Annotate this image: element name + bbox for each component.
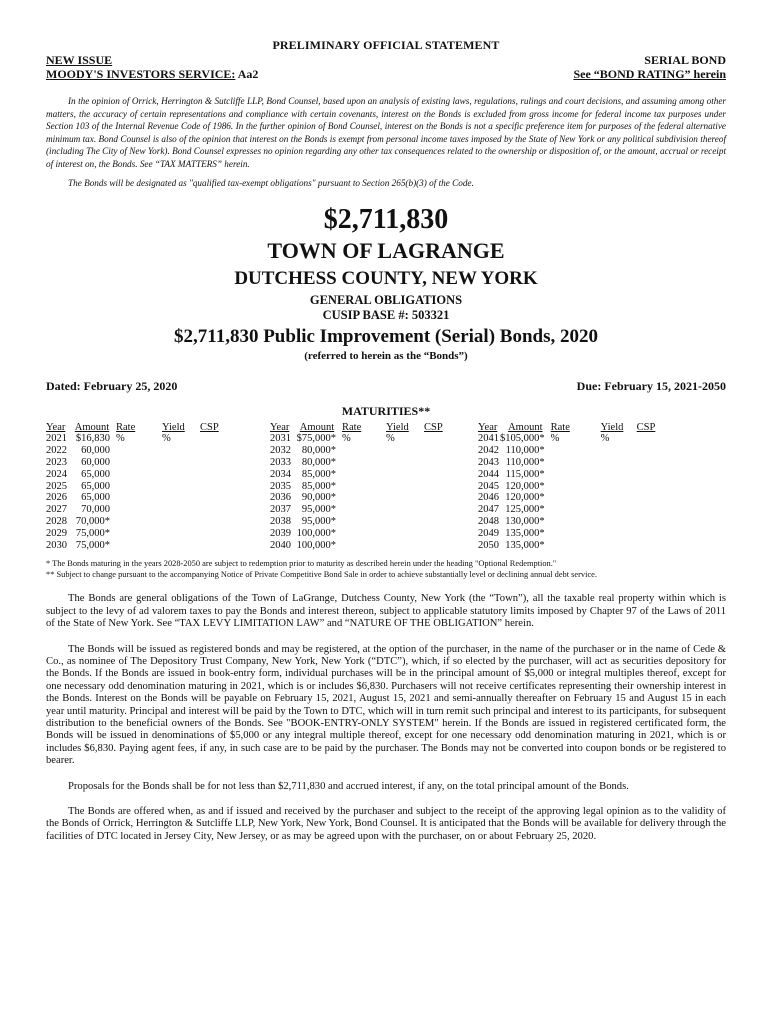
- footnotes: [46, 559, 726, 580]
- maturity-year: 2023: [46, 456, 67, 468]
- maturity-rate: [551, 457, 601, 469]
- header-amount: Amount: [508, 421, 543, 433]
- maturity-amount: 70,000: [81, 504, 110, 516]
- maturity-rate: [342, 492, 386, 504]
- dated-due-row: [46, 379, 726, 394]
- header-csp: CSP: [424, 421, 443, 433]
- table-row: [46, 528, 667, 540]
- maturity-csp: [637, 492, 667, 504]
- maturity-year: 2038: [270, 515, 291, 527]
- maturity-year: 2047: [478, 504, 499, 516]
- maturity-yield: [386, 504, 424, 516]
- maturity-yield: [386, 528, 424, 540]
- issue-amount: $2,711,830: [323, 203, 449, 235]
- maturity-csp: [424, 457, 454, 469]
- maturity-year: 2046: [478, 492, 499, 504]
- maturity-year: 2037: [270, 504, 291, 516]
- maturity-csp: [200, 457, 244, 469]
- bond-series-title: $2,711,830 Public Improvement (Serial) Bonds, 2020: [174, 325, 598, 347]
- maturity-rate: [551, 481, 601, 493]
- maturity-yield: [601, 492, 637, 504]
- maturity-amount: 65,000: [81, 492, 110, 504]
- bond-counsel-opinion: In the opinion of Orrick, Herrington & Sutcliffe LLP, Bond Counsel, based upon an analysis of existing laws, regulations, rulings and court decisions, and assuming among other matters, the accuracy of certain representations and compliance with certain covenants, interest on the Bonds is excluded from gross income for federal income tax purposes under Section 103 of the Internal Revenue Code of 1986. In the further opinion of Bond Counsel, interest on the Bonds is not a specific preference item for purposes of the federal alternative minimum tax. Bond Counsel is also of the opinion that interest on the Bonds is exempt from personal income taxes imposed by the State of New York or any political subdivision thereof (including The City of New York). Bond Counsel expresses no opinion regarding any other tax consequences related to the ownership or disposition of, or the amount, accrual or receipt of interest on, the Bonds. See “TAX MATTERS” herein.: [46, 96, 726, 169]
- maturity-amount: 95,000*: [301, 515, 336, 527]
- maturity-year: 2041: [478, 433, 499, 445]
- maturity-csp: [637, 504, 667, 516]
- maturity-rate: [342, 540, 386, 552]
- paragraph-registration: The Bonds will be issued as registered bonds and may be registered, at the option of the purchaser, in the name of the purchaser or in the name of Cede & Co., as nominee of The Depository Trust Company, New York, New York (“DTC”), which, if so elected by the purchaser, will act as securities depository for the Bonds. If the Bonds are issued in book-entry form, individual purchases will be in the principal amount of $5,000 or integral multiples thereof, except for one necessary odd denomination maturing in 2021, which is or includes $6,830. Purchasers will not receive certificates representing their ownership interest in the Bonds. Interest on the Bonds will be payable on February 15, 2021, August 15, 2021 and semi-annually thereafter on February 15 and August 15 in each year until maturity. Principal and interest will be paid by the Town to DTC, which will in turn remit such principal and interest to its participants, for subsequent distribution to the beneficial owners of the Bonds. See "BOOK-ENTRY-ONLY SYSTEM" herein. If the Bonds are issued in registered certificated form, the Bonds will be issued in denominations of $5,000 or any integral multiple thereof, except for one necessary odd denomination maturing in 2021, which is or includes $6,830. Paying agent fees, if any, in such case are to be paid by the purchaser. The Bonds may not be converted into coupon bonds or be registered to bearer.: [46, 643, 726, 767]
- maturity-yield: [601, 540, 637, 552]
- maturity-year: 2040: [270, 539, 291, 551]
- dated-date: Dated: February 25, 2020: [46, 378, 178, 393]
- maturity-csp: [200, 504, 244, 516]
- issuer-town: TOWN OF LAGRANGE: [267, 237, 505, 263]
- header-csp: CSP: [636, 421, 656, 433]
- maturity-amount: 95,000*: [301, 504, 336, 516]
- table-row: [46, 445, 667, 457]
- maturity-amount: 60,000: [81, 456, 110, 468]
- maturity-yield: [386, 469, 424, 481]
- maturity-year: 2043: [478, 456, 499, 468]
- table-row: [46, 457, 667, 469]
- footnote-redemption: * The Bonds maturing in the years 2028-2050 are subject to redemption prior to maturity as described herein under the heading "Optional Redemption.": [46, 559, 557, 569]
- maturity-yield: [162, 481, 200, 493]
- maturity-yield: [162, 492, 200, 504]
- table-row: [46, 433, 667, 445]
- header-year: Year: [46, 421, 66, 433]
- maturity-rate: %: [116, 433, 125, 445]
- maturity-year: 2027: [46, 504, 67, 516]
- maturity-amount: 65,000: [81, 468, 110, 480]
- maturities-header-row: [46, 422, 667, 434]
- maturity-yield: [601, 445, 637, 457]
- maturity-rate: [116, 457, 162, 469]
- moodys-rating-line: [46, 67, 258, 81]
- header-year: Year: [270, 421, 290, 433]
- maturity-amount: 110,000*: [505, 456, 545, 468]
- maturity-year: 2045: [478, 480, 499, 492]
- preliminary-heading: PRELIMINARY OFFICIAL STATEMENT: [272, 38, 500, 52]
- maturity-yield: [386, 445, 424, 457]
- official-statement-page: [46, 38, 726, 843]
- maturity-rate: [116, 528, 162, 540]
- tax-exempt-designation: The Bonds will be designated as "qualified tax-exempt obligations" pursuant to Section 265(b)(3) of the Code.: [68, 177, 474, 188]
- header-yield: Yield: [386, 421, 409, 433]
- maturity-amount: 90,000*: [301, 492, 336, 504]
- paragraph-offering: The Bonds are offered when, as and if issued and received by the purchaser and subject to the receipt of the approving legal opinion as to the validity of the Bonds of Orrick, Herrington & Sutcliffe LLP, New York, New York, Bond Counsel. It is anticipated that the Bonds will be available for delivery through the facilities of DTC located in Jersey City, New Jersey, or as may be agreed upon with the purchaser, on or about February 25, 2020.: [46, 806, 726, 842]
- maturity-csp: [424, 516, 454, 528]
- maturity-amount: 110,000*: [505, 445, 545, 457]
- maturity-amount: 115,000*: [505, 468, 545, 480]
- maturity-year: 2030: [46, 539, 67, 551]
- maturity-amount: $16,830: [75, 433, 110, 445]
- maturity-year: 2026: [46, 492, 67, 504]
- maturity-csp: [200, 540, 244, 552]
- maturity-amount: 85,000*: [301, 468, 336, 480]
- maturity-year: 2032: [270, 445, 291, 457]
- paragraph-general-obligations: The Bonds are general obligations of the Town of LaGrange, Dutchess County, New York (the “Town”), all the taxable real property within which is subject to the levy of ad valorem taxes to pay the Bonds and interest thereon, subject to applicable statutory limits imposed by Chapter 97 of the Laws of 2011 of the State of New York. See “TAX LEVY LIMITATION LAW” and “NATURE OF THE OBLIGATION” herein.: [46, 593, 726, 630]
- maturity-csp: [200, 516, 244, 528]
- maturity-rate: [116, 540, 162, 552]
- maturity-year: 2050: [478, 539, 499, 551]
- moodys-rating: Aa2: [237, 67, 259, 81]
- maturity-csp: [200, 481, 244, 493]
- maturity-amount: 100,000*: [296, 527, 336, 539]
- referred-note: (referred to herein as the “Bonds”): [304, 349, 468, 362]
- header-csp: CSP: [200, 421, 219, 433]
- maturity-year: 2044: [478, 468, 499, 480]
- maturity-rate: [116, 516, 162, 528]
- table-row: [46, 540, 667, 552]
- maturity-amount: 125,000*: [505, 504, 545, 516]
- maturity-rate: [342, 481, 386, 493]
- paragraph-proposals: Proposals for the Bonds shall be for not less than $2,711,830 and accrued interest, if any, on the total principal amount of the Bonds.: [68, 780, 629, 792]
- maturity-csp: [200, 445, 244, 457]
- moodys-label: MOODY'S INVESTORS SERVICE:: [46, 67, 236, 81]
- maturity-rate: [116, 504, 162, 516]
- header-row-2: [46, 67, 726, 81]
- maturity-amount: 75,000*: [75, 539, 110, 551]
- table-row: [46, 504, 667, 516]
- maturity-year: 2049: [478, 527, 499, 539]
- maturity-year: 2033: [270, 456, 291, 468]
- maturity-yield: [386, 481, 424, 493]
- maturity-amount: 60,000: [81, 445, 110, 457]
- maturity-yield: [601, 481, 637, 493]
- maturity-amount: 130,000*: [505, 515, 545, 527]
- maturity-amount: 85,000*: [301, 480, 336, 492]
- maturity-rate: [116, 445, 162, 457]
- maturity-rate: [551, 540, 601, 552]
- maturity-yield: [386, 516, 424, 528]
- maturity-yield: [386, 492, 424, 504]
- table-row: [46, 516, 667, 528]
- maturity-yield: [386, 540, 424, 552]
- maturity-yield: [601, 469, 637, 481]
- table-row: [46, 469, 667, 481]
- maturity-csp: [637, 481, 667, 493]
- header-yield: Yield: [600, 421, 624, 433]
- maturity-rate: [116, 481, 162, 493]
- table-row: [46, 492, 667, 504]
- maturity-year: 2028: [46, 515, 67, 527]
- maturity-csp: [637, 540, 667, 552]
- maturity-amount: 70,000*: [75, 515, 110, 527]
- maturity-csp: [424, 433, 454, 445]
- maturity-year: 2036: [270, 492, 291, 504]
- maturities-table: [46, 422, 667, 552]
- cusip-base: CUSIP BASE #: 503321: [322, 307, 450, 322]
- maturity-rate: [342, 457, 386, 469]
- maturity-rate: [116, 492, 162, 504]
- maturity-rate: [342, 504, 386, 516]
- maturity-amount: 100,000*: [296, 539, 336, 551]
- maturity-yield: [162, 504, 200, 516]
- maturity-csp: [424, 504, 454, 516]
- maturity-year: 2048: [478, 515, 499, 527]
- maturity-yield: [162, 469, 200, 481]
- maturity-rate: [342, 516, 386, 528]
- maturity-csp: [637, 445, 667, 457]
- maturity-year: 2042: [478, 445, 499, 457]
- maturity-amount: $75,000*: [296, 433, 336, 445]
- maturity-yield: [601, 457, 637, 469]
- maturity-csp: [637, 433, 667, 445]
- maturity-year: 2024: [46, 468, 67, 480]
- maturity-year: 2034: [270, 468, 291, 480]
- table-row: [46, 481, 667, 493]
- maturity-year: 2035: [270, 480, 291, 492]
- maturity-csp: [200, 528, 244, 540]
- maturity-csp: [637, 528, 667, 540]
- maturity-csp: [200, 492, 244, 504]
- maturity-csp: [424, 540, 454, 552]
- issuer-county: DUTCHESS COUNTY, NEW YORK: [234, 267, 538, 289]
- maturities-title: MATURITIES**: [341, 403, 431, 418]
- maturity-amount: 65,000: [81, 480, 110, 492]
- general-obligations: GENERAL OBLIGATIONS: [309, 292, 463, 307]
- maturity-amount: 80,000*: [301, 445, 336, 457]
- maturity-rate: [342, 469, 386, 481]
- maturity-yield: [601, 528, 637, 540]
- maturity-csp: [637, 516, 667, 528]
- maturity-csp: [637, 469, 667, 481]
- maturity-rate: [342, 445, 386, 457]
- maturity-rate: [342, 528, 386, 540]
- header-row-1: [46, 53, 726, 67]
- maturity-csp: [424, 528, 454, 540]
- maturity-amount: 75,000*: [75, 527, 110, 539]
- maturity-yield: [162, 445, 200, 457]
- maturity-rate: [551, 445, 601, 457]
- header-year: Year: [478, 421, 498, 433]
- maturity-yield: [386, 457, 424, 469]
- maturity-year: 2021: [46, 433, 67, 445]
- maturity-rate: %: [342, 433, 351, 445]
- maturity-rate: [116, 469, 162, 481]
- maturity-amount: $105,000*: [500, 433, 545, 445]
- header-rate: Rate: [550, 421, 570, 433]
- maturity-rate: [551, 492, 601, 504]
- maturity-rate: [551, 469, 601, 481]
- maturity-year: 2029: [46, 527, 67, 539]
- maturity-csp: [424, 481, 454, 493]
- maturity-rate: [551, 516, 601, 528]
- maturity-amount: 135,000*: [505, 527, 545, 539]
- maturity-amount: 80,000*: [301, 456, 336, 468]
- header-yield: Yield: [162, 421, 185, 433]
- maturity-yield: [601, 504, 637, 516]
- header-amount: Amount: [299, 421, 335, 433]
- maturity-yield: [162, 516, 200, 528]
- maturity-year: 2039: [270, 527, 291, 539]
- maturity-csp: [200, 469, 244, 481]
- maturity-yield: %: [600, 433, 610, 445]
- maturity-csp: [637, 457, 667, 469]
- maturity-year: 2022: [46, 445, 67, 457]
- maturity-csp: [424, 492, 454, 504]
- maturity-csp: [200, 433, 244, 445]
- maturity-amount: 120,000*: [505, 480, 545, 492]
- header-rate: Rate: [342, 421, 362, 433]
- maturity-yield: [601, 516, 637, 528]
- maturity-yield: [162, 540, 200, 552]
- header-rate: Rate: [116, 421, 136, 433]
- maturity-yield: [162, 457, 200, 469]
- maturity-csp: [424, 445, 454, 457]
- maturity-rate: [551, 504, 601, 516]
- serial-bond-label: SERIAL BOND: [644, 53, 726, 67]
- due-dates: Due: February 15, 2021-2050: [576, 378, 726, 393]
- maturity-year: 2025: [46, 480, 67, 492]
- maturity-amount: 135,000*: [505, 539, 545, 551]
- footnote-subject-to-change: ** Subject to change pursuant to the accompanying Notice of Private Competitive Bond Sale in order to achieve substantially level or declining annual debt service.: [46, 569, 597, 579]
- maturity-rate: [551, 528, 601, 540]
- new-issue-label: NEW ISSUE: [46, 53, 113, 67]
- maturity-yield: %: [162, 433, 171, 445]
- maturity-yield: %: [386, 433, 395, 445]
- maturity-yield: [162, 528, 200, 540]
- maturity-amount: 120,000*: [505, 492, 545, 504]
- header-amount: Amount: [74, 421, 110, 433]
- maturity-rate: %: [550, 433, 560, 445]
- maturity-csp: [424, 469, 454, 481]
- see-bond-rating: See “BOND RATING” herein: [573, 67, 726, 81]
- maturity-year: 2031: [270, 433, 291, 445]
